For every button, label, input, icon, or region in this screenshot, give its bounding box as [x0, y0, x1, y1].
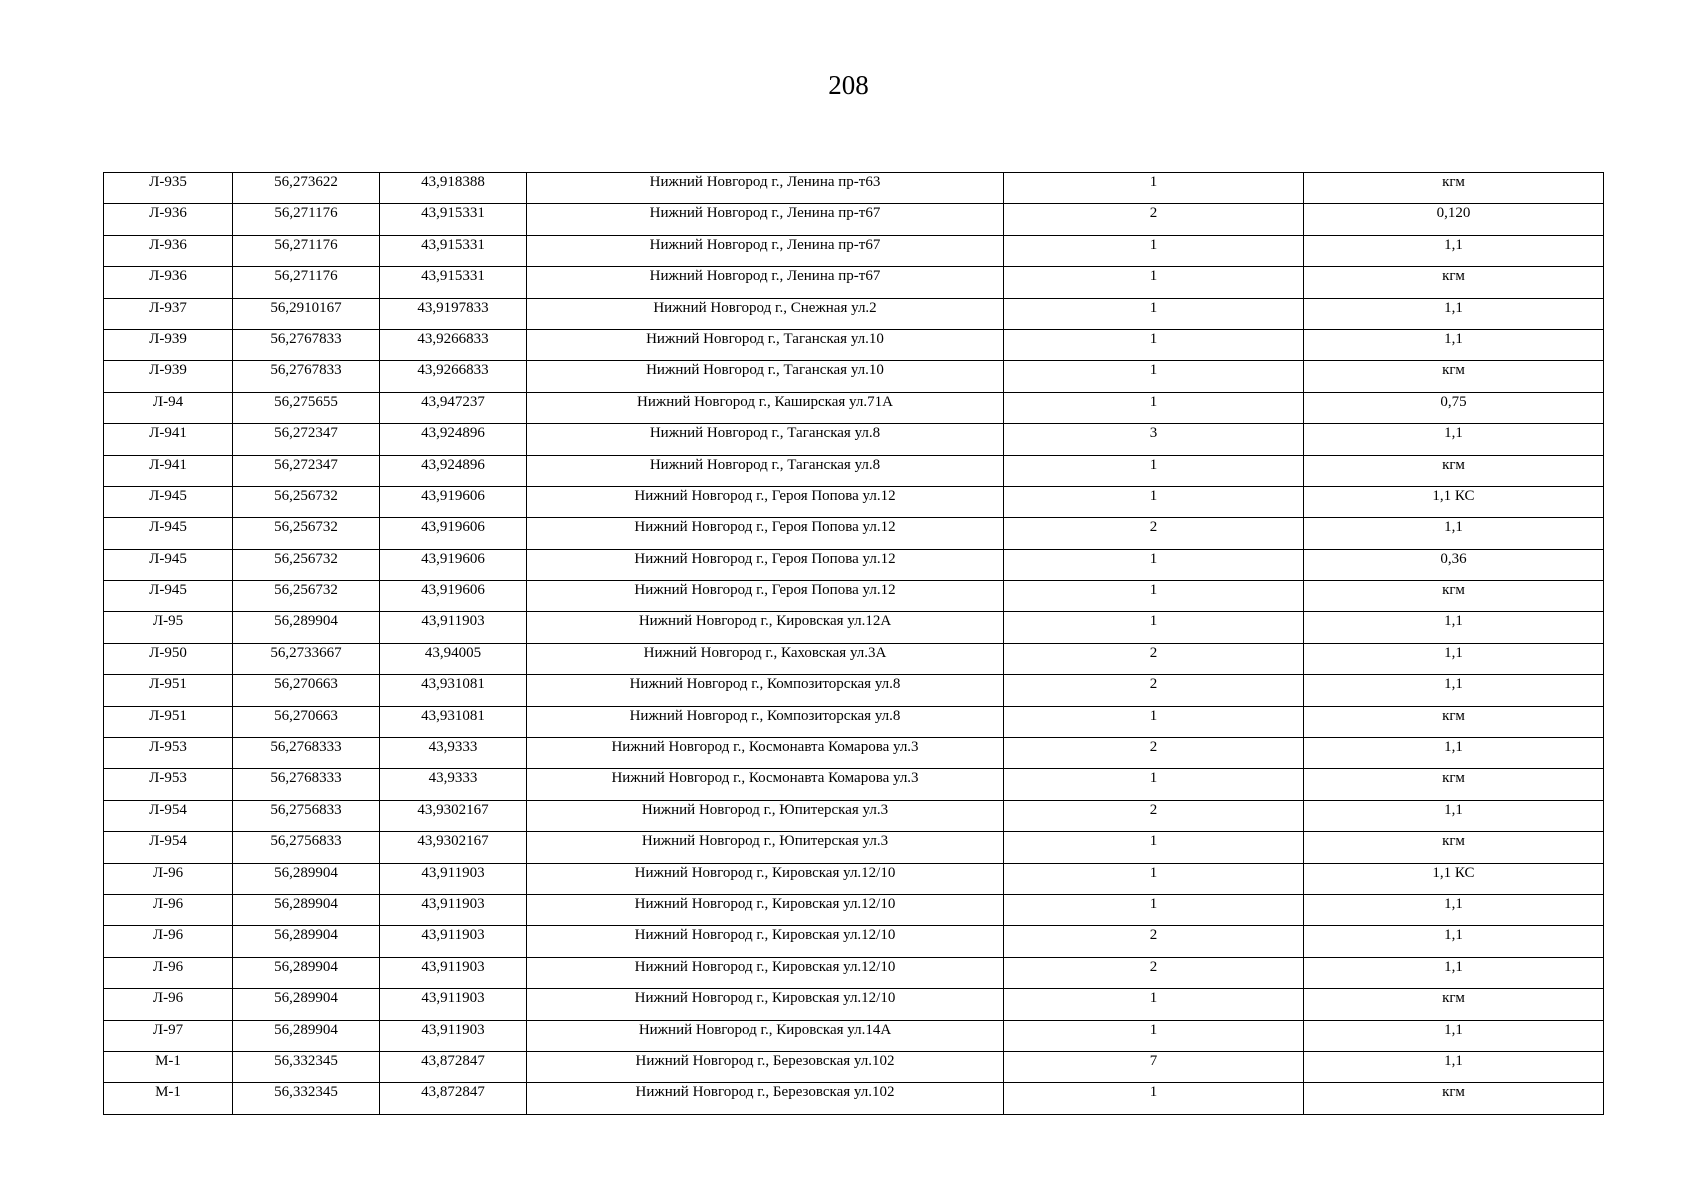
cell-value: кгм: [1304, 769, 1604, 800]
table-row: [104, 424, 1604, 455]
cell-address: Нижний Новгород г., Таганская ул.8: [527, 424, 1004, 455]
cell-id: Л-936: [104, 267, 233, 298]
cell-longitude: 43,9266833: [380, 361, 527, 392]
cell-latitude: 56,2910167: [233, 298, 380, 329]
cell-id: Л-96: [104, 863, 233, 894]
cell-value: 1,1 КС: [1304, 863, 1604, 894]
cell-id: Л-96: [104, 894, 233, 925]
table-row: [104, 926, 1604, 957]
page-number: 208: [828, 70, 869, 100]
cell-longitude: 43,94005: [380, 643, 527, 674]
table-row: [104, 204, 1604, 235]
cell-latitude: 56,332345: [233, 1083, 380, 1114]
cell-address: Нижний Новгород г., Кировская ул.12/10: [527, 894, 1004, 925]
cell-quantity: 2: [1004, 675, 1304, 706]
cell-latitude: 56,272347: [233, 424, 380, 455]
cell-id: Л-945: [104, 549, 233, 580]
cell-quantity: 1: [1004, 298, 1304, 329]
cell-id: Л-96: [104, 989, 233, 1020]
cell-address: Нижний Новгород г., Кировская ул.12/10: [527, 989, 1004, 1020]
cell-latitude: 56,270663: [233, 675, 380, 706]
cell-quantity: 1: [1004, 1020, 1304, 1051]
cell-address: Нижний Новгород г., Таганская ул.10: [527, 329, 1004, 360]
cell-latitude: 56,2768333: [233, 738, 380, 769]
cell-longitude: 43,911903: [380, 863, 527, 894]
cell-latitude: 56,275655: [233, 392, 380, 423]
cell-value: кгм: [1304, 267, 1604, 298]
cell-quantity: 2: [1004, 518, 1304, 549]
cell-value: кгм: [1304, 361, 1604, 392]
cell-quantity: 1: [1004, 549, 1304, 580]
cell-quantity: 2: [1004, 957, 1304, 988]
cell-address: Нижний Новгород г., Березовская ул.102: [527, 1083, 1004, 1114]
cell-address: Нижний Новгород г., Каховская ул.3А: [527, 643, 1004, 674]
cell-longitude: 43,919606: [380, 581, 527, 612]
cell-latitude: 56,289904: [233, 1020, 380, 1051]
table-row: [104, 643, 1604, 674]
cell-latitude: 56,256732: [233, 549, 380, 580]
cell-value: кгм: [1304, 455, 1604, 486]
cell-latitude: 56,2756833: [233, 832, 380, 863]
cell-address: Нижний Новгород г., Березовская ул.102: [527, 1051, 1004, 1082]
table-row: [104, 1051, 1604, 1082]
cell-value: 1,1: [1304, 329, 1604, 360]
cell-longitude: 43,9302167: [380, 800, 527, 831]
table-row: [104, 738, 1604, 769]
cell-quantity: 1: [1004, 361, 1304, 392]
cell-latitude: 56,289904: [233, 894, 380, 925]
cell-longitude: 43,919606: [380, 486, 527, 517]
cell-address: Нижний Новгород г., Снежная ул.2: [527, 298, 1004, 329]
cell-quantity: 1: [1004, 581, 1304, 612]
table-row: [104, 957, 1604, 988]
cell-id: Л-939: [104, 329, 233, 360]
cell-longitude: 43,915331: [380, 235, 527, 266]
cell-longitude: 43,911903: [380, 612, 527, 643]
cell-latitude: 56,271176: [233, 267, 380, 298]
cell-quantity: 2: [1004, 926, 1304, 957]
cell-value: 0,120: [1304, 204, 1604, 235]
table-row: [104, 173, 1604, 204]
cell-longitude: 43,872847: [380, 1083, 527, 1114]
table-row: [104, 675, 1604, 706]
cell-address: Нижний Новгород г., Кировская ул.14А: [527, 1020, 1004, 1051]
cell-id: Л-936: [104, 235, 233, 266]
cell-longitude: 43,9197833: [380, 298, 527, 329]
data-table: [103, 172, 1604, 1115]
table-row: [104, 769, 1604, 800]
cell-address: Нижний Новгород г., Ленина пр-т67: [527, 235, 1004, 266]
cell-value: 1,1: [1304, 298, 1604, 329]
cell-value: 1,1: [1304, 518, 1604, 549]
cell-longitude: 43,9302167: [380, 832, 527, 863]
cell-address: Нижний Новгород г., Кировская ул.12/10: [527, 926, 1004, 957]
cell-value: 1,1: [1304, 235, 1604, 266]
table-row: [104, 329, 1604, 360]
cell-id: Л-96: [104, 957, 233, 988]
table-row: [104, 894, 1604, 925]
cell-address: Нижний Новгород г., Кировская ул.12/10: [527, 863, 1004, 894]
cell-id: Л-95: [104, 612, 233, 643]
cell-latitude: 56,289904: [233, 863, 380, 894]
cell-longitude: 43,9333: [380, 738, 527, 769]
cell-address: Нижний Новгород г., Космонавта Комарова ул.3: [527, 738, 1004, 769]
cell-value: 1,1: [1304, 800, 1604, 831]
cell-value: кгм: [1304, 173, 1604, 204]
cell-latitude: 56,256732: [233, 581, 380, 612]
table-row: [104, 455, 1604, 486]
cell-address: Нижний Новгород г., Космонавта Комарова ул.3: [527, 769, 1004, 800]
cell-address: Нижний Новгород г., Кировская ул.12А: [527, 612, 1004, 643]
cell-id: Л-935: [104, 173, 233, 204]
table-row: [104, 832, 1604, 863]
cell-id: Л-945: [104, 518, 233, 549]
cell-value: 1,1: [1304, 675, 1604, 706]
table-row: [104, 298, 1604, 329]
cell-longitude: 43,931081: [380, 706, 527, 737]
cell-address: Нижний Новгород г., Юпитерская ул.3: [527, 800, 1004, 831]
table-row: [104, 1020, 1604, 1051]
cell-address: Нижний Новгород г., Композиторская ул.8: [527, 706, 1004, 737]
cell-longitude: 43,918388: [380, 173, 527, 204]
cell-value: 1,1: [1304, 957, 1604, 988]
cell-quantity: 1: [1004, 455, 1304, 486]
cell-latitude: 56,2767833: [233, 329, 380, 360]
cell-quantity: 1: [1004, 612, 1304, 643]
cell-quantity: 1: [1004, 706, 1304, 737]
cell-quantity: 1: [1004, 863, 1304, 894]
cell-longitude: 43,9333: [380, 769, 527, 800]
cell-quantity: 1: [1004, 235, 1304, 266]
cell-latitude: 56,289904: [233, 926, 380, 957]
cell-latitude: 56,2767833: [233, 361, 380, 392]
cell-longitude: 43,911903: [380, 1020, 527, 1051]
cell-value: 0,75: [1304, 392, 1604, 423]
cell-id: Л-941: [104, 455, 233, 486]
cell-id: Л-954: [104, 800, 233, 831]
cell-id: Л-953: [104, 769, 233, 800]
table-row: [104, 361, 1604, 392]
cell-quantity: 1: [1004, 267, 1304, 298]
cell-value: 1,1: [1304, 612, 1604, 643]
table-row: [104, 518, 1604, 549]
table-body: [104, 173, 1604, 1115]
cell-value: 1,1: [1304, 1051, 1604, 1082]
cell-longitude: 43,947237: [380, 392, 527, 423]
cell-address: Нижний Новгород г., Героя Попова ул.12: [527, 581, 1004, 612]
table-row: [104, 612, 1604, 643]
cell-value: 1,1: [1304, 926, 1604, 957]
cell-address: Нижний Новгород г., Ленина пр-т67: [527, 267, 1004, 298]
cell-quantity: 1: [1004, 392, 1304, 423]
cell-id: М-1: [104, 1083, 233, 1114]
cell-longitude: 43,915331: [380, 204, 527, 235]
cell-address: Нижний Новгород г., Юпитерская ул.3: [527, 832, 1004, 863]
cell-latitude: 56,273622: [233, 173, 380, 204]
cell-id: Л-951: [104, 675, 233, 706]
cell-longitude: 43,915331: [380, 267, 527, 298]
cell-address: Нижний Новгород г., Кировская ул.12/10: [527, 957, 1004, 988]
table-row: [104, 235, 1604, 266]
cell-id: Л-951: [104, 706, 233, 737]
cell-id: Л-97: [104, 1020, 233, 1051]
cell-id: Л-945: [104, 581, 233, 612]
cell-longitude: 43,919606: [380, 549, 527, 580]
cell-value: 1,1: [1304, 738, 1604, 769]
cell-latitude: 56,289904: [233, 612, 380, 643]
cell-value: кгм: [1304, 581, 1604, 612]
cell-value: 1,1: [1304, 894, 1604, 925]
cell-quantity: 1: [1004, 1083, 1304, 1114]
cell-id: Л-953: [104, 738, 233, 769]
cell-quantity: 1: [1004, 832, 1304, 863]
cell-id: М-1: [104, 1051, 233, 1082]
cell-address: Нижний Новгород г., Таганская ул.8: [527, 455, 1004, 486]
table-row: [104, 706, 1604, 737]
cell-value: кгм: [1304, 989, 1604, 1020]
cell-latitude: 56,289904: [233, 989, 380, 1020]
cell-value: кгм: [1304, 706, 1604, 737]
cell-latitude: 56,256732: [233, 486, 380, 517]
cell-latitude: 56,271176: [233, 235, 380, 266]
cell-longitude: 43,872847: [380, 1051, 527, 1082]
cell-value: 1,1 КС: [1304, 486, 1604, 517]
cell-address: Нижний Новгород г., Композиторская ул.8: [527, 675, 1004, 706]
table-row: [104, 989, 1604, 1020]
cell-quantity: 2: [1004, 738, 1304, 769]
cell-value: кгм: [1304, 1083, 1604, 1114]
cell-value: кгм: [1304, 832, 1604, 863]
cell-quantity: 1: [1004, 769, 1304, 800]
cell-quantity: 1: [1004, 173, 1304, 204]
cell-id: Л-954: [104, 832, 233, 863]
cell-value: 1,1: [1304, 424, 1604, 455]
cell-longitude: 43,919606: [380, 518, 527, 549]
table-row: [104, 863, 1604, 894]
cell-longitude: 43,924896: [380, 424, 527, 455]
cell-latitude: 56,2756833: [233, 800, 380, 831]
cell-quantity: 2: [1004, 204, 1304, 235]
cell-value: 0,36: [1304, 549, 1604, 580]
cell-address: Нижний Новгород г., Героя Попова ул.12: [527, 518, 1004, 549]
cell-id: Л-941: [104, 424, 233, 455]
table-row: [104, 800, 1604, 831]
cell-address: Нижний Новгород г., Героя Попова ул.12: [527, 549, 1004, 580]
cell-latitude: 56,272347: [233, 455, 380, 486]
cell-quantity: 1: [1004, 486, 1304, 517]
cell-quantity: 1: [1004, 989, 1304, 1020]
cell-longitude: 43,9266833: [380, 329, 527, 360]
cell-id: Л-936: [104, 204, 233, 235]
cell-id: Л-94: [104, 392, 233, 423]
cell-latitude: 56,270663: [233, 706, 380, 737]
cell-longitude: 43,911903: [380, 957, 527, 988]
table-row: [104, 392, 1604, 423]
cell-value: 1,1: [1304, 643, 1604, 674]
cell-latitude: 56,332345: [233, 1051, 380, 1082]
cell-quantity: 3: [1004, 424, 1304, 455]
cell-id: Л-96: [104, 926, 233, 957]
cell-id: Л-939: [104, 361, 233, 392]
cell-latitude: 56,289904: [233, 957, 380, 988]
cell-latitude: 56,271176: [233, 204, 380, 235]
cell-latitude: 56,256732: [233, 518, 380, 549]
cell-value: 1,1: [1304, 1020, 1604, 1051]
cell-quantity: 1: [1004, 894, 1304, 925]
cell-quantity: 2: [1004, 800, 1304, 831]
cell-address: Нижний Новгород г., Каширская ул.71А: [527, 392, 1004, 423]
cell-quantity: 7: [1004, 1051, 1304, 1082]
cell-longitude: 43,911903: [380, 926, 527, 957]
cell-longitude: 43,911903: [380, 989, 527, 1020]
cell-id: Л-937: [104, 298, 233, 329]
table-row: [104, 486, 1604, 517]
table-row: [104, 267, 1604, 298]
cell-longitude: 43,911903: [380, 894, 527, 925]
cell-id: Л-950: [104, 643, 233, 674]
cell-address: Нижний Новгород г., Ленина пр-т63: [527, 173, 1004, 204]
cell-id: Л-945: [104, 486, 233, 517]
cell-quantity: 2: [1004, 643, 1304, 674]
cell-address: Нижний Новгород г., Таганская ул.10: [527, 361, 1004, 392]
table-row: [104, 549, 1604, 580]
cell-address: Нижний Новгород г., Героя Попова ул.12: [527, 486, 1004, 517]
table-row: [104, 581, 1604, 612]
cell-latitude: 56,2733667: [233, 643, 380, 674]
table-row: [104, 1083, 1604, 1114]
cell-quantity: 1: [1004, 329, 1304, 360]
cell-longitude: 43,931081: [380, 675, 527, 706]
cell-latitude: 56,2768333: [233, 769, 380, 800]
cell-longitude: 43,924896: [380, 455, 527, 486]
cell-address: Нижний Новгород г., Ленина пр-т67: [527, 204, 1004, 235]
